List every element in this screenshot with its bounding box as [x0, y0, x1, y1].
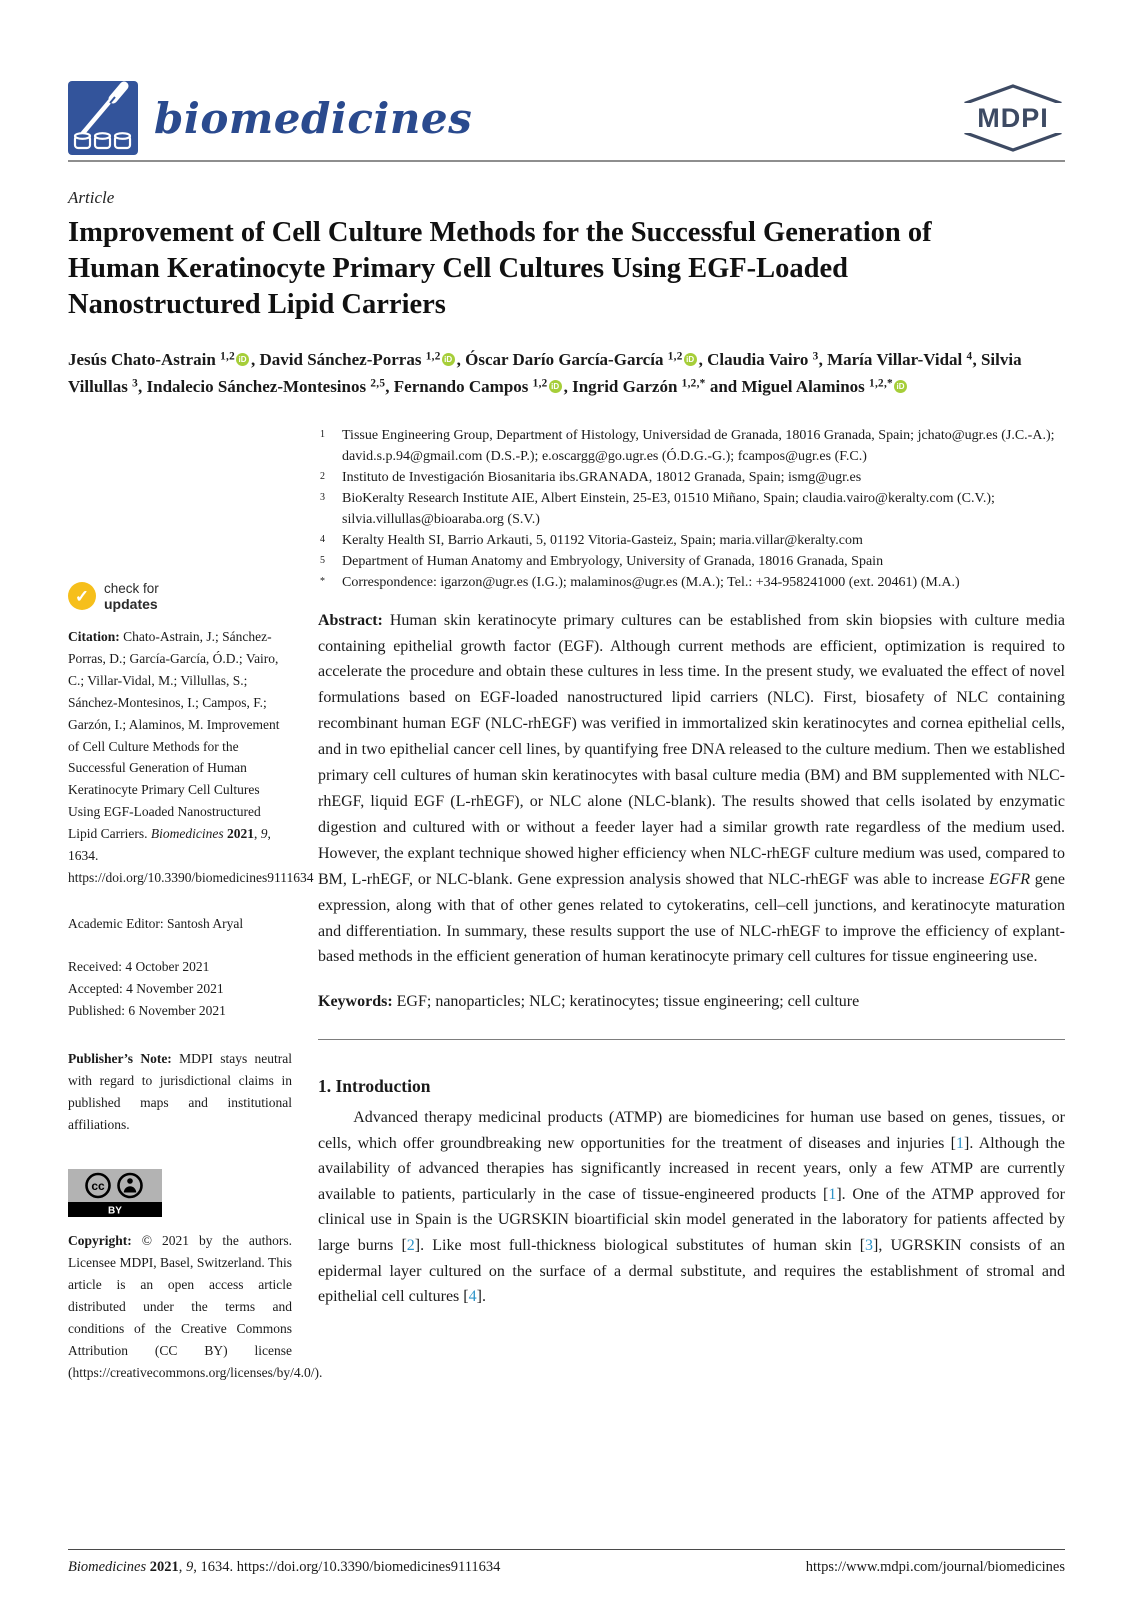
citation-block: Citation: Chato-Astrain, J.; Sánchez-Porras, D.; García-García, Ó.D.; Vairo, C.; Villar-Vidal, M.; Villullas, S.; Sánchez-Montesinos, I.; Campos, F.; Garzón, I.; Alaminos, M. Improvement of Cell Culture Methods for the Successful Generation of Human Keratinocyte Primary Cell Cultures Using EGF-Loaded Nanostructured Lipid Carriers. Biomedicines 2021, 9, 1634. https://doi.org/10.3390/biomedicines9111634 — [68, 629, 314, 885]
affiliation-item: * Correspondence: igarzon@ugr.es (I.G.); malaminos@ugr.es (M.A.); Tel.: +34-958241000 (ext. 20461) (M.A.) — [320, 574, 960, 590]
checkmark-icon: ✓ — [68, 582, 96, 610]
reference-link[interactable]: 2 — [406, 1237, 415, 1255]
check-for-updates-button[interactable] — [68, 581, 292, 613]
published-date: Published: 6 November 2021 — [68, 1003, 226, 1019]
academic-editor-line: Academic Editor: Santosh Aryal — [68, 915, 244, 931]
abstract-paragraph: Abstract: Human skin keratinocyte primary cultures can be established from skin biopsies with culture media containing epithelial growth factor (EGF). Although current methods are efficient, optimization is required to accelerate the procedure and obtain these cultures in less time. In the present study, we evaluated the effect of novel formulations based on EGF-loaded nanostructured lipid carriers (NLC). First, biosafety of NLC containing recombinant human EGF (NLC-rhEGF) was verified in immortalized skin keratinocytes and cornea epithelial cells, and in two epithelial cancer cell lines, by quantifying free DNA released to the culture medium. Then we established primary cell cultures of human skin keratinocytes with basal culture media (BM) and BM supplemented with NLC-rhEGF, liquid EGF (L-rhEGF), or NLC alone (NLC-blank). The results showed that cells isolated by enzymatic digestion and cultured with or without a feeder layer had a similar growth rate regardless of the medium used. However, the explant technique showed higher efficiency when NLC-rhEGF culture medium was used, compared to BM, L-rhEGF, or NLC-blank. Gene expression analysis showed that NLC-rhEGF was able to increase EGFR gene expression, along with that of other genes related to cytokeratins, cell–cell junctions, and keratinocyte maturation and differentiation. In summary, these results support the use of NLC-rhEGF to improve the efficiency of explant-based methods in the efficient generation of human keratinocyte primary cell cultures for tissue engineering use. — [318, 611, 1066, 966]
biomedicines-logo-icon — [68, 81, 138, 155]
cc-by-license-badge[interactable] — [68, 1169, 162, 1217]
introduction-paragraph: Advanced therapy medicinal products (ATMP) are biomedicines for human use based on genes, tissues, or cells, which offer groundbreaking new opportunities for the treatment of diseases and injuries [1]. Although the availability of advanced therapies has significantly increased in recent years, only a few ATMP are currently available to patients, particularly in the case of tissue-engineered products [1]. One of the ATMP approved for clinical use in Spain is the UGRSKIN bioartificial skin model generated in the laboratory for patients affected by large burns [2]. Like most full-thickness biological substitutes of human skin [3], UGRSKIN consists of an epidermal layer cultured on the surface of a dermal substitute, and requires the establishment of stromal and epithelial cell cultures [4]. — [318, 1109, 1066, 1306]
left-sidebar — [68, 425, 323, 1384]
orcid-icon[interactable]: iD — [684, 353, 697, 366]
svg-text:cc: cc — [91, 1179, 105, 1194]
accepted-date: Accepted: 4 November 2021 — [68, 981, 224, 997]
publisher-note: Publisher’s Note: MDPI stays neutral with regard to jurisdictional claims in published maps and institutional affiliations. — [68, 1050, 292, 1132]
received-date: Received: 4 October 2021 — [68, 959, 210, 975]
affiliation-item: 2 Instituto de Investigación Biosanitaria ibs.GRANADA, 18012 Granada, Spain; ismg@ugr.es — [320, 469, 862, 485]
check-updates-line2: updates — [104, 596, 158, 613]
orcid-icon[interactable]: iD — [894, 380, 907, 393]
dates-block — [68, 956, 292, 1022]
main-column — [292, 425, 1065, 1384]
content-columns — [68, 425, 1065, 1384]
check-updates-line1: check for — [104, 580, 159, 596]
affiliation-item: 1 Tissue Engineering Group, Department of Histology, Universidad de Granada, 18016 Granada, Spain; jchato@ugr.es (J.C.-A.); david.s.p.94@gmail.com (D.S.-P.); e.oscargg@go.ugr.es (Ó.D.G.-G.); fcampos@ugr.es (F.C.) — [320, 427, 1055, 464]
affiliation-list — [318, 425, 1065, 593]
journal-header — [68, 80, 1065, 156]
section-heading-introduction: 1. Introduction — [318, 1076, 431, 1097]
reference-link[interactable]: 4 — [468, 1288, 477, 1306]
orcid-icon[interactable]: iD — [236, 353, 249, 366]
affiliation-item: 4 Keralty Health SI, Barrio Arkauti, 5, 01192 Vitoria-Gasteiz, Spain; maria.villar@keralty.com — [320, 532, 863, 548]
mdpi-logo[interactable] — [961, 84, 1065, 152]
journal-brand-name: biomedicines — [154, 93, 473, 143]
journal-brand[interactable] — [68, 81, 472, 155]
page-title: Improvement of Cell Culture Methods for the Successful Generation of Human Keratinocyte Primary Cell Cultures Using EGF-Loaded Nanostructured Lipid Carriers — [68, 217, 932, 321]
cc-by-label: BY — [108, 1205, 122, 1217]
reference-link[interactable]: 3 — [865, 1237, 874, 1255]
affiliation-item: 3 BioKeralty Research Institute AIE, Albert Einstein, 25-E3, 01510 Miñano, Spain; claudia.vairo@keralty.com (C.V.); silvia.villullas@bioaraba.org (S.V.) — [320, 490, 995, 527]
reference-link[interactable]: 1 — [956, 1134, 965, 1152]
footer-divider — [68, 1549, 1065, 1550]
footer-citation: Biomedicines 2021, 9, 1634. https://doi.org/10.3390/biomedicines9111634 — [68, 1559, 501, 1575]
footer-journal-link[interactable]: https://www.mdpi.com/journal/biomedicines — [805, 1559, 1065, 1575]
orcid-icon[interactable]: iD — [549, 380, 562, 393]
author-list: Jesús Chato-Astrain $^{1,2}$ iD , David Sánchez-Porras $^{1,2}$ iD , Óscar Darío García-García $^{1,2}$ iD , Claudia Vairo $^3$, María Villar-Vidal $^4$, Silvia Villullas $^3$, Indalecio Sánchez-Montesinos $^{2,5}$, Fernando Campos $^{1,2}$ iD , Ingrid Garzón $^{1,2,*}$ and Miguel Alaminos $^{1,2,*}$ iD — [68, 349, 1022, 397]
reference-link[interactable]: 1 — [828, 1185, 837, 1203]
keywords-divider — [318, 1039, 1065, 1040]
orcid-icon[interactable]: iD — [442, 353, 455, 366]
article-type-label: Article — [68, 188, 115, 207]
affiliation-item: 5 Department of Human Anatomy and Embryology, University of Granada, 18016 Granada, Spain — [320, 553, 884, 569]
copyright-block: Copyright: © 2021 by the authors. Licensee MDPI, Basel, Switzerland. This article is an open access article distributed under the terms and conditions of the Creative Commons Attribution (CC BY) license (https://creativecommons.org/licenses/by/4.0/). — [68, 1233, 323, 1380]
svg-text:MDPI: MDPI — [977, 103, 1049, 133]
keywords-line: Keywords: EGF; nanoparticles; NLC; keratinocytes; tissue engineering; cell culture — [318, 993, 860, 1011]
header-divider — [68, 160, 1065, 162]
page-footer — [68, 1549, 1065, 1576]
